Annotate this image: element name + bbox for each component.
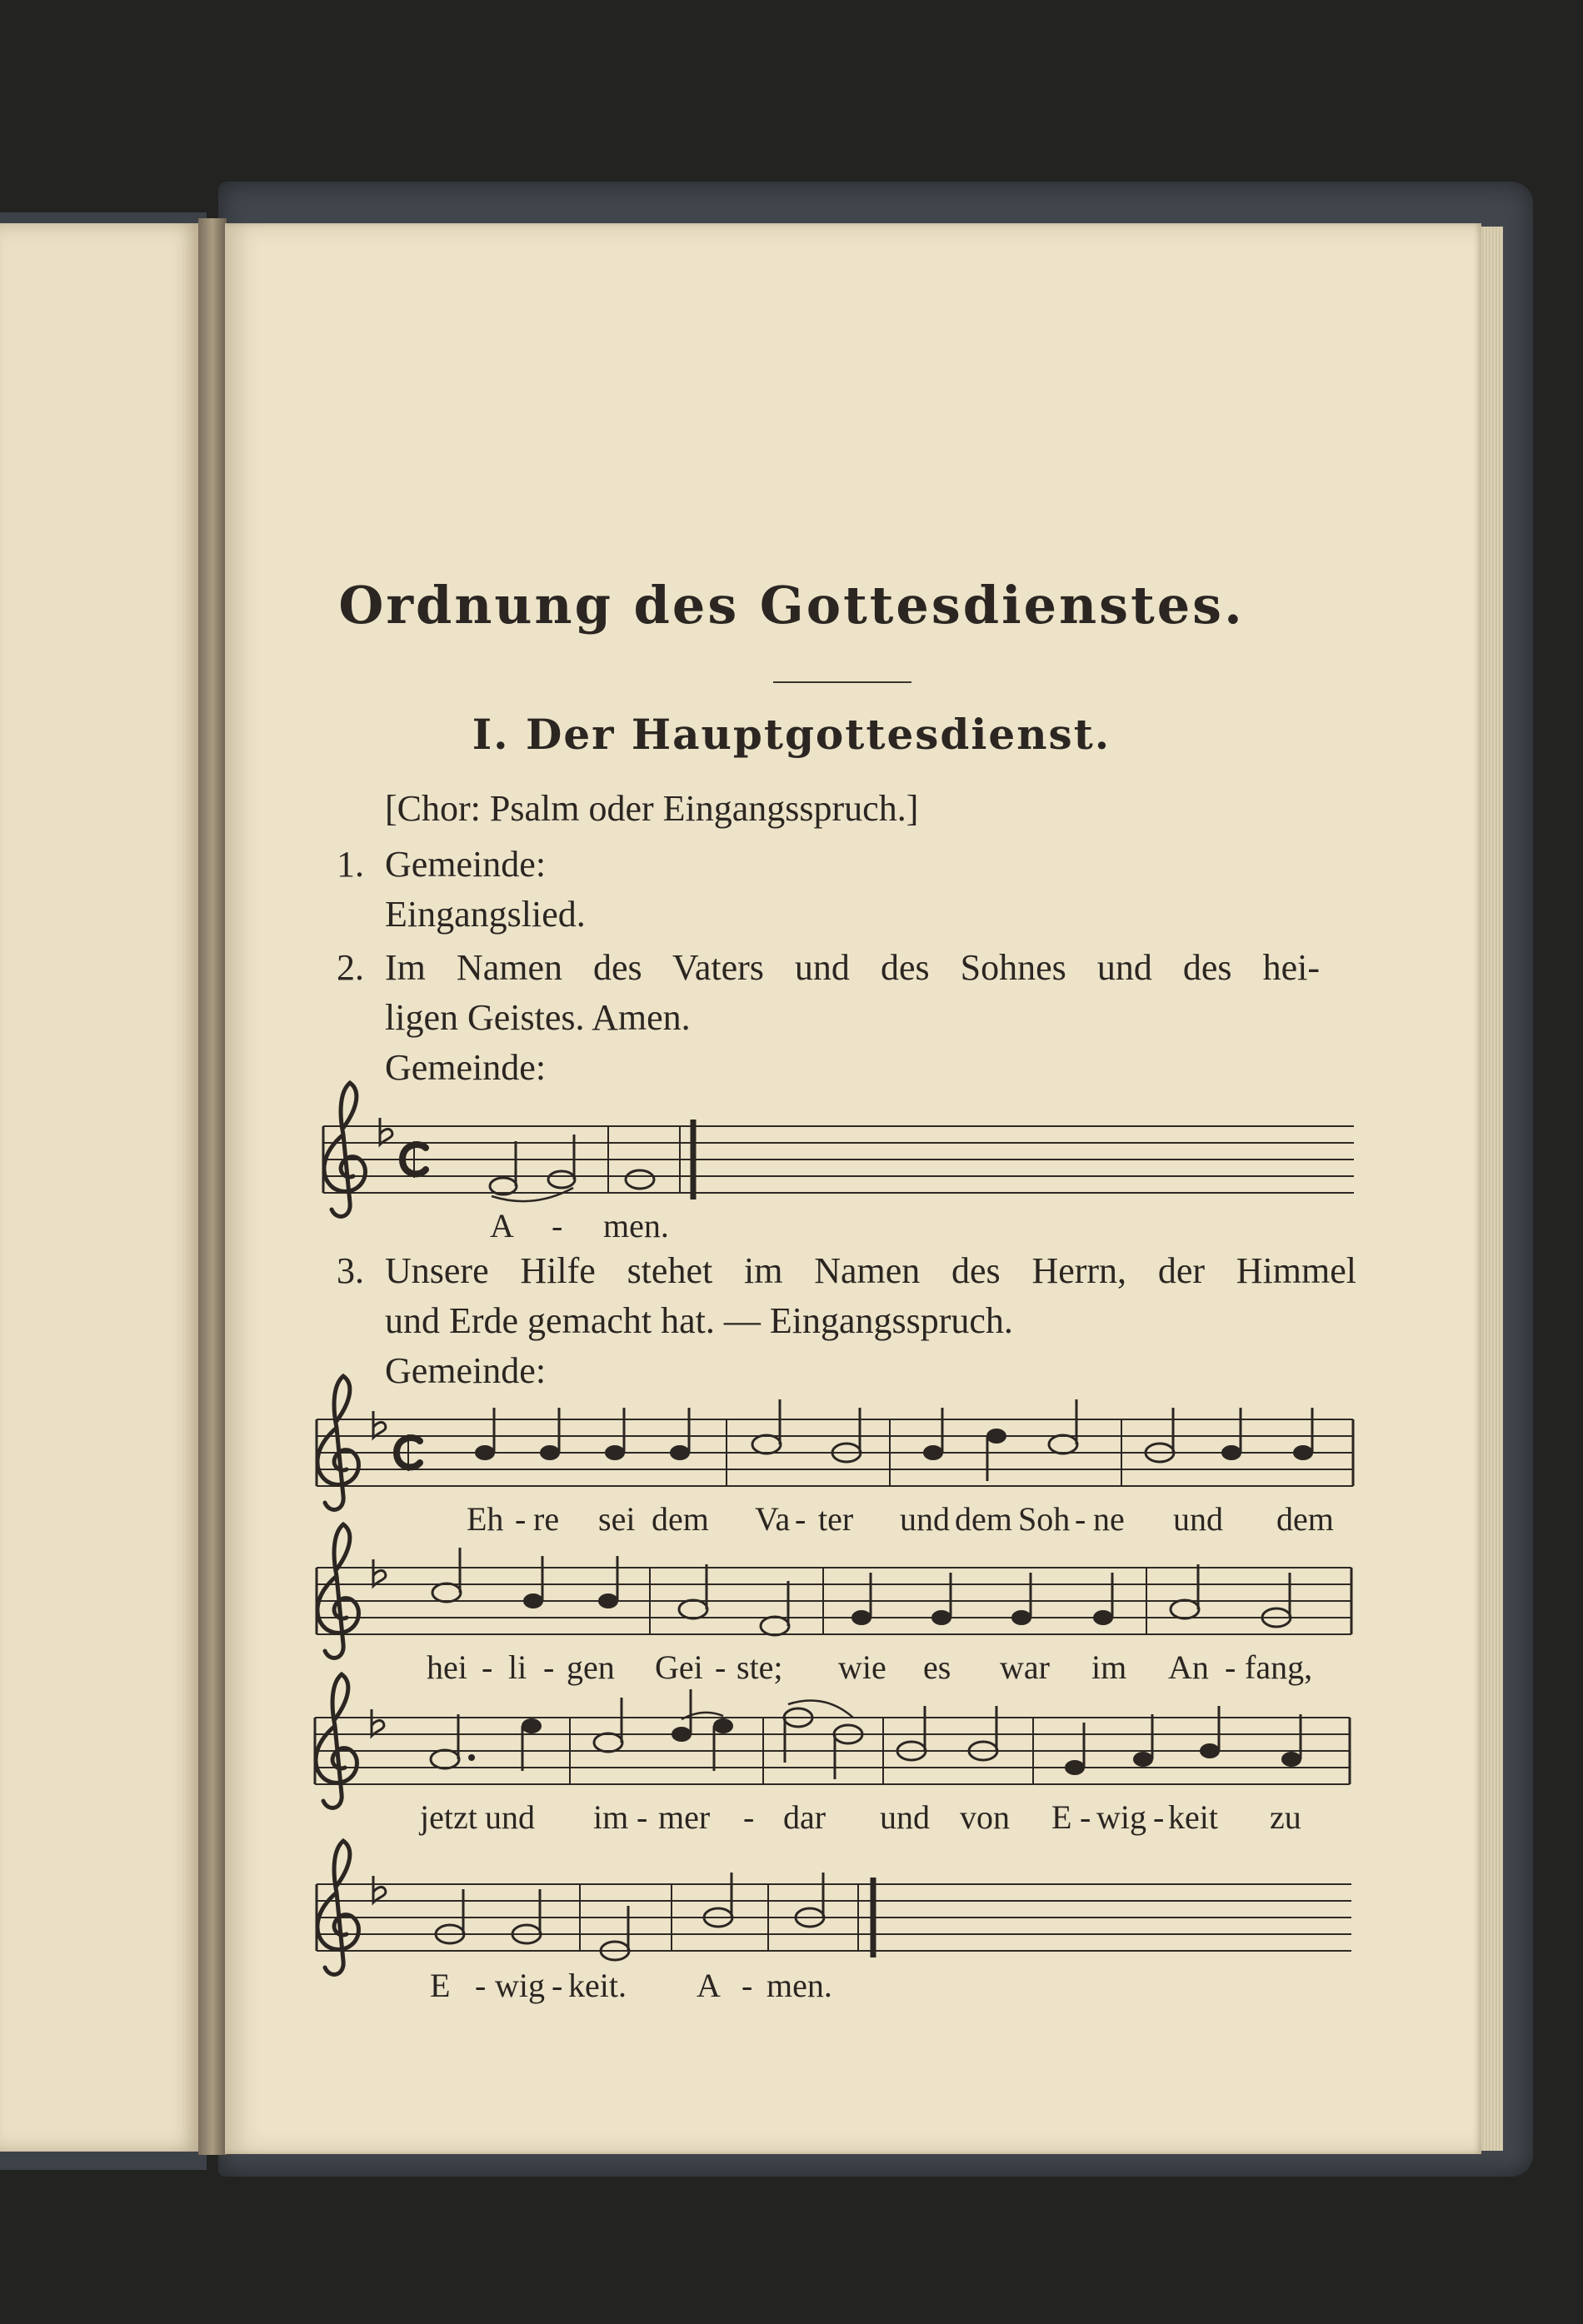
lyric-syllable: E	[430, 1967, 451, 2004]
lyric-syllable: war	[1000, 1648, 1050, 1686]
quarter-note	[1221, 1408, 1241, 1460]
treble-clef	[316, 1674, 357, 1808]
staff-lines	[317, 1568, 1351, 1634]
lyric-syllable: dem	[1276, 1500, 1334, 1538]
lyric-syllable: und	[1173, 1500, 1223, 1538]
lyric-hyphen: -	[1075, 1500, 1086, 1538]
lyric-hyphen: -	[552, 1967, 563, 2004]
lyric-syllable: und	[485, 1798, 535, 1836]
quarter-note	[713, 1718, 733, 1771]
quarter-note	[475, 1408, 495, 1460]
lyric-syllable: An	[1168, 1648, 1209, 1686]
half-note	[601, 1906, 629, 1960]
quarter-note	[523, 1556, 543, 1608]
staff-lines	[317, 1884, 1351, 1951]
item2-line-2: ligen Geistes. Amen.	[385, 997, 691, 1038]
lyric-syllable: es	[923, 1648, 951, 1686]
lyric-syllable: keit.	[568, 1967, 627, 2004]
lyric-hyphen: -	[715, 1648, 727, 1686]
quarter-note	[1200, 1706, 1220, 1758]
lyric-syllable: sei	[598, 1500, 636, 1538]
lyric-syllable: keit	[1168, 1798, 1218, 1836]
half-note	[761, 1581, 789, 1635]
lyric-syllable: Va	[755, 1500, 791, 1538]
half-note	[1049, 1399, 1077, 1454]
quarter-note	[1065, 1723, 1085, 1775]
half-note	[834, 1725, 862, 1779]
half-note	[796, 1873, 824, 1927]
half-note	[897, 1706, 926, 1760]
lyric-syllable: Gei	[655, 1648, 703, 1686]
dotted-half-note	[431, 1714, 475, 1768]
treble-clef	[324, 1083, 365, 1216]
item-number-2: 2.	[337, 947, 364, 988]
lyric-hyphen: -	[482, 1648, 493, 1686]
quarter-note	[670, 1408, 690, 1460]
lyric-syllable: li	[508, 1648, 527, 1686]
item-number-1: 1.	[337, 844, 364, 885]
half-note	[969, 1706, 997, 1760]
lyric-hyphen: -	[1080, 1798, 1091, 1836]
lyric-syllable: zu	[1270, 1798, 1301, 1836]
half-note	[752, 1399, 781, 1454]
quarter-note	[931, 1573, 951, 1625]
half-note	[1146, 1408, 1174, 1462]
lyric-hyphen: -	[795, 1500, 806, 1538]
item1-eingangslied: Eingangslied.	[385, 894, 586, 935]
staff-lines	[323, 1126, 1354, 1193]
lyric-hyphen: -	[543, 1648, 555, 1686]
quarter-note	[851, 1573, 871, 1625]
lyric-syllable: dar	[783, 1798, 826, 1836]
half-note	[832, 1408, 861, 1462]
lyric-syllable: ter	[818, 1500, 854, 1538]
lyric-syllable: A	[697, 1967, 721, 2004]
item2-line-1: Im Namen des Vaters und des Sohnes und des hei-	[385, 947, 1320, 988]
lyric-syllable: und	[880, 1798, 930, 1836]
flat-sign	[373, 1559, 386, 1586]
lyric-syllable: dem	[652, 1500, 709, 1538]
half-note	[1171, 1564, 1199, 1618]
lyric-syllable: Eh	[467, 1500, 504, 1538]
lyric-syllable: im	[1091, 1648, 1127, 1686]
treble-clef	[317, 1376, 358, 1509]
lyric-hyphen: -	[1225, 1648, 1236, 1686]
half-note	[594, 1698, 622, 1752]
quarter-note	[923, 1408, 943, 1460]
flat-sign	[373, 1876, 386, 1903]
staff-lines	[315, 1718, 1350, 1784]
lyric-syllable: ste;	[737, 1648, 783, 1686]
half-note	[1262, 1573, 1291, 1627]
lyric-syllable: fang,	[1245, 1648, 1313, 1686]
lyric-syllable: men.	[767, 1967, 832, 2004]
half-note	[679, 1564, 707, 1618]
lyric-syllable: hei	[427, 1648, 467, 1686]
item3-line-1: Unsere Hilfe stehet im Namen des Herrn, der Himmel	[385, 1250, 1356, 1291]
lyric-syllable: A	[490, 1207, 514, 1244]
staff-amen	[323, 1083, 1354, 1216]
lyric-syllable: men.	[603, 1207, 669, 1244]
quarter-note	[605, 1408, 625, 1460]
treble-clef	[317, 1524, 358, 1658]
lyric-hyphen: -	[552, 1207, 563, 1244]
lyric-syllable: und	[900, 1500, 950, 1538]
lyric-hyphen: -	[515, 1500, 527, 1538]
item3-line-2: und Erde gemacht hat. — Eingangsspruch.	[385, 1300, 1013, 1341]
lyric-syllable: wig	[495, 1967, 545, 2004]
quarter-note	[1281, 1714, 1301, 1767]
quarter-note	[522, 1718, 542, 1771]
flat-sign	[380, 1118, 392, 1145]
lyric-syllable: wig	[1096, 1798, 1146, 1836]
chor-line: [Chor: Psalm oder Eingangsspruch.]	[385, 788, 919, 829]
lyric-syllable: dem	[955, 1500, 1012, 1538]
quarter-note	[540, 1408, 560, 1460]
lyric-syllable: jetzt	[420, 1798, 477, 1836]
half-note	[436, 1889, 464, 1943]
staff-3	[315, 1674, 1350, 1808]
lyric-syllable: ne	[1093, 1500, 1125, 1538]
flat-sign	[372, 1709, 384, 1736]
lyric-syllable: von	[960, 1798, 1010, 1836]
lyric-syllable: wie	[838, 1648, 886, 1686]
lyric-hyphen: -	[1153, 1798, 1165, 1836]
quarter-note	[986, 1429, 1006, 1481]
quarter-note	[1093, 1573, 1113, 1625]
lyric-syllable: gen	[567, 1648, 615, 1686]
quarter-note	[1133, 1714, 1153, 1767]
flat-sign	[373, 1411, 386, 1438]
lyric-hyphen: -	[475, 1967, 487, 2004]
staff-4	[317, 1841, 1351, 1974]
half-note	[512, 1889, 541, 1943]
quarter-note	[1293, 1408, 1313, 1460]
staff-2	[317, 1524, 1351, 1658]
staff-1	[317, 1376, 1353, 1509]
lyric-syllable: Soh	[1018, 1500, 1071, 1538]
lyric-syllable: E	[1051, 1798, 1072, 1836]
lyric-syllable: mer	[658, 1798, 711, 1836]
lyric-syllable: im	[593, 1798, 629, 1836]
half-note	[784, 1708, 812, 1763]
half-note	[432, 1548, 461, 1602]
item2-gemeinde: Gemeinde:	[385, 1047, 547, 1088]
half-note	[704, 1873, 732, 1927]
quarter-note	[1011, 1573, 1031, 1625]
lyric-hyphen: -	[743, 1798, 755, 1836]
half-note	[548, 1171, 575, 1188]
lyric-syllable: re	[533, 1500, 560, 1538]
item-number-3: 3.	[337, 1250, 364, 1291]
page-title: Ordnung des Gottesdienstes.	[338, 575, 1245, 636]
item3-gemeinde: Gemeinde:	[385, 1350, 547, 1391]
treble-clef	[317, 1841, 358, 1974]
lyric-hyphen: -	[742, 1967, 753, 2004]
lyric-hyphen: -	[637, 1798, 648, 1836]
item1-gemeinde: Gemeinde:	[385, 844, 547, 885]
staff-lines	[317, 1419, 1353, 1486]
quarter-note	[598, 1556, 618, 1608]
section-heading: I. Der Hauptgottesdienst.	[472, 710, 1111, 759]
half-note	[626, 1170, 654, 1189]
